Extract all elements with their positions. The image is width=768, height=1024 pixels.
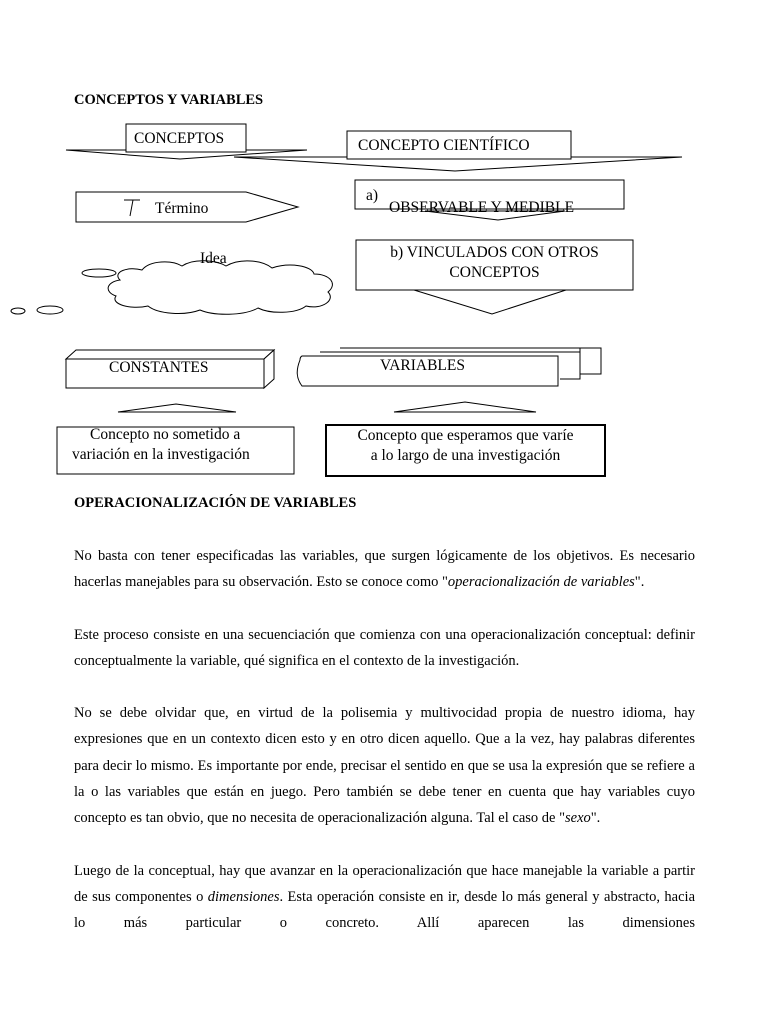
paragraph-2: Este proceso consiste en una secuenciación que comienza con una operacionalización conceptual: definir conceptualmente la variable, qué significa en el contexto de la investigación. xyxy=(74,626,695,669)
idea-label: Idea xyxy=(200,250,227,267)
termino-label: Término xyxy=(155,200,209,217)
observable-prefix: a) xyxy=(366,187,379,204)
page-title: CONCEPTOS Y VARIABLES xyxy=(74,92,264,108)
variables-up-arrow xyxy=(394,402,536,412)
thought-bubble-medium xyxy=(37,306,63,314)
body-text xyxy=(74,543,695,937)
paragraph-4: Luego de la conceptual, hay que avanzar en la operacionalización que hace manejable la variable a partir de sus componentes o dimensiones. Esta operación consiste en ir, desde lo más general y abstracto, hacia lo más particular o concreto. Allí aparecen las dimensiones xyxy=(74,862,696,932)
section-heading: OPERACIONALIZACIÓN DE VARIABLES xyxy=(74,495,357,511)
paragraph-1: No basta con tener especificadas las variables, que surgen lógicamente de los objetivos. Es necesario hacerlas manejables para su observación. Esto se conoce como "operacionalización de variables". xyxy=(74,548,695,591)
constantes-definition: Concepto no sometido a variación en la investigación xyxy=(72,426,250,463)
paragraph-3: No se debe olvidar que, en virtud de la polisemia y multivocidad propia de nuestro idioma, hay expresiones que en un contexto dicen esto y en otro dicen aquello. Que a la vez, hay palabras diferentes para decir lo mismo. Es importante por ende, precisar el sentido en que se usa la expresión que se refiere a la o las variables que están en juego. Pero también se debe tener en cuenta que hay variables cuyo concepto es tan obvio, que no necesita de operacionalización alguna. Tal el caso de "sexo". xyxy=(74,705,695,827)
variables-definition: Concepto que esperamos que varíe a lo largo de una investigación xyxy=(357,427,574,464)
thought-bubble-small xyxy=(11,308,25,314)
concepto-cientifico-label: CONCEPTO CIENTÍFICO xyxy=(358,137,530,154)
constantes-up-arrow xyxy=(118,404,236,412)
concept-diagram xyxy=(0,0,768,500)
variables-label: VARIABLES xyxy=(380,357,465,374)
observable-label: OBSERVABLE Y MEDIBLE xyxy=(389,199,575,216)
constantes-label: CONSTANTES xyxy=(109,359,209,376)
thought-bubble-large xyxy=(82,269,116,277)
idea-cloud xyxy=(108,261,332,315)
vinculados-arrow xyxy=(414,290,566,314)
vinculados-label: b) VINCULADOS CON OTROS CONCEPTOS xyxy=(390,244,599,281)
conceptos-label: CONCEPTOS xyxy=(134,130,225,147)
